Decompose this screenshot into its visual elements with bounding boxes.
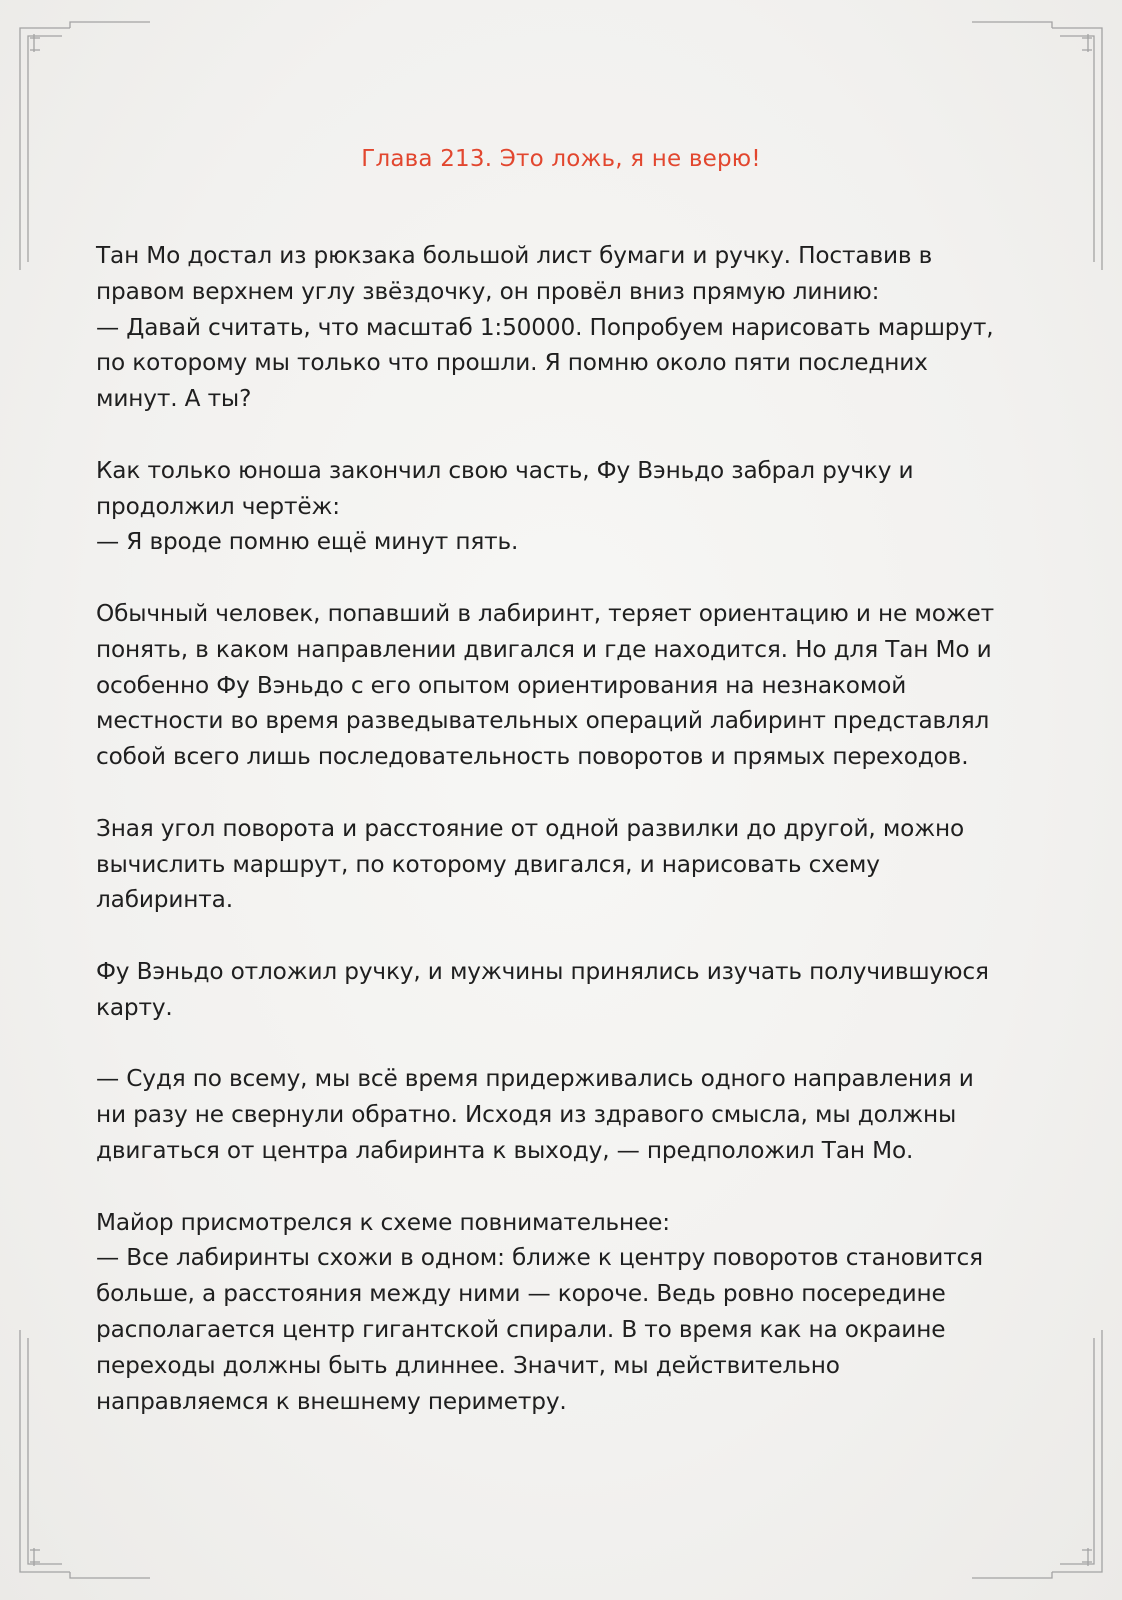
text-line: направляемся к внешнему периметру. xyxy=(96,1387,567,1415)
paragraph xyxy=(96,238,1036,417)
text-line: ни разу не свернули обратно. Исходя из здравого смысла, мы должны xyxy=(96,1101,957,1129)
paragraph xyxy=(96,1205,1036,1420)
text-line: вычислить маршрут, по которому двигался, и нарисовать схему xyxy=(96,850,880,878)
text-line: двигаться от центра лабиринта к выходу, — предположил Тан Мо. xyxy=(96,1136,914,1164)
text-line: собой всего лишь последовательность поворотов и прямых переходов. xyxy=(96,743,969,771)
text-line: — Все лабиринты схожи в одном: ближе к центру поворотов становится xyxy=(96,1244,983,1272)
text-line: больше, а расстояния между ними — короче. Ведь ровно посередине xyxy=(96,1280,946,1308)
text-line: Майор присмотрелся к схеме повнимательнее: xyxy=(96,1208,670,1236)
text-line: — Я вроде помню ещё минут пять. xyxy=(96,528,519,556)
text-line: карту. xyxy=(96,993,173,1021)
chapter-body xyxy=(96,238,1036,1455)
paragraph xyxy=(96,453,1036,560)
paragraph xyxy=(96,811,1036,918)
text-line: по которому мы только что прошли. Я помню около пяти последних xyxy=(96,349,928,377)
text-line: Зная угол поворота и расстояние от одной развилки до другой, можно xyxy=(96,814,964,842)
text-line: располагается центр гигантской спирали. В то время как на окраине xyxy=(96,1315,946,1343)
text-line: лабиринта. xyxy=(96,886,233,914)
text-line: минут. А ты? xyxy=(96,385,252,413)
text-line: правом верхнем углу звёздочку, он провёл вниз прямую линию: xyxy=(96,277,880,305)
paragraph xyxy=(96,1061,1036,1168)
text-line: особенно Фу Вэньдо с его опытом ориентирования на незнакомой xyxy=(96,671,907,699)
text-line: — Судя по всему, мы всё время придерживались одного направления и xyxy=(96,1065,974,1093)
text-line: — Давай считать, что масштаб 1:50000. Попробуем нарисовать маршрут, xyxy=(96,313,994,341)
text-line: Фу Вэньдо отложил ручку, и мужчины принялись изучать получившуюся xyxy=(96,957,989,985)
text-line: местности во время разведывательных операций лабиринт представлял xyxy=(96,707,990,735)
paragraph xyxy=(96,596,1036,775)
text-line: Обычный человек, попавший в лабиринт, теряет ориентацию и не может xyxy=(96,599,994,627)
text-line: понять, в каком направлении двигался и где находится. Но для Тан Мо и xyxy=(96,635,992,663)
text-line: Как только юноша закончил свою часть, Фу Вэньдо забрал ручку и xyxy=(96,456,914,484)
chapter-title: Глава 213. Это ложь, я не верю! xyxy=(361,146,761,172)
text-line: продолжил чертёж: xyxy=(96,492,340,520)
paragraph xyxy=(96,954,1036,1026)
text-line: переходы должны быть длиннее. Значит, мы действительно xyxy=(96,1351,840,1379)
text-line: Тан Мо достал из рюкзака большой лист бумаги и ручку. Поставив в xyxy=(96,242,933,269)
